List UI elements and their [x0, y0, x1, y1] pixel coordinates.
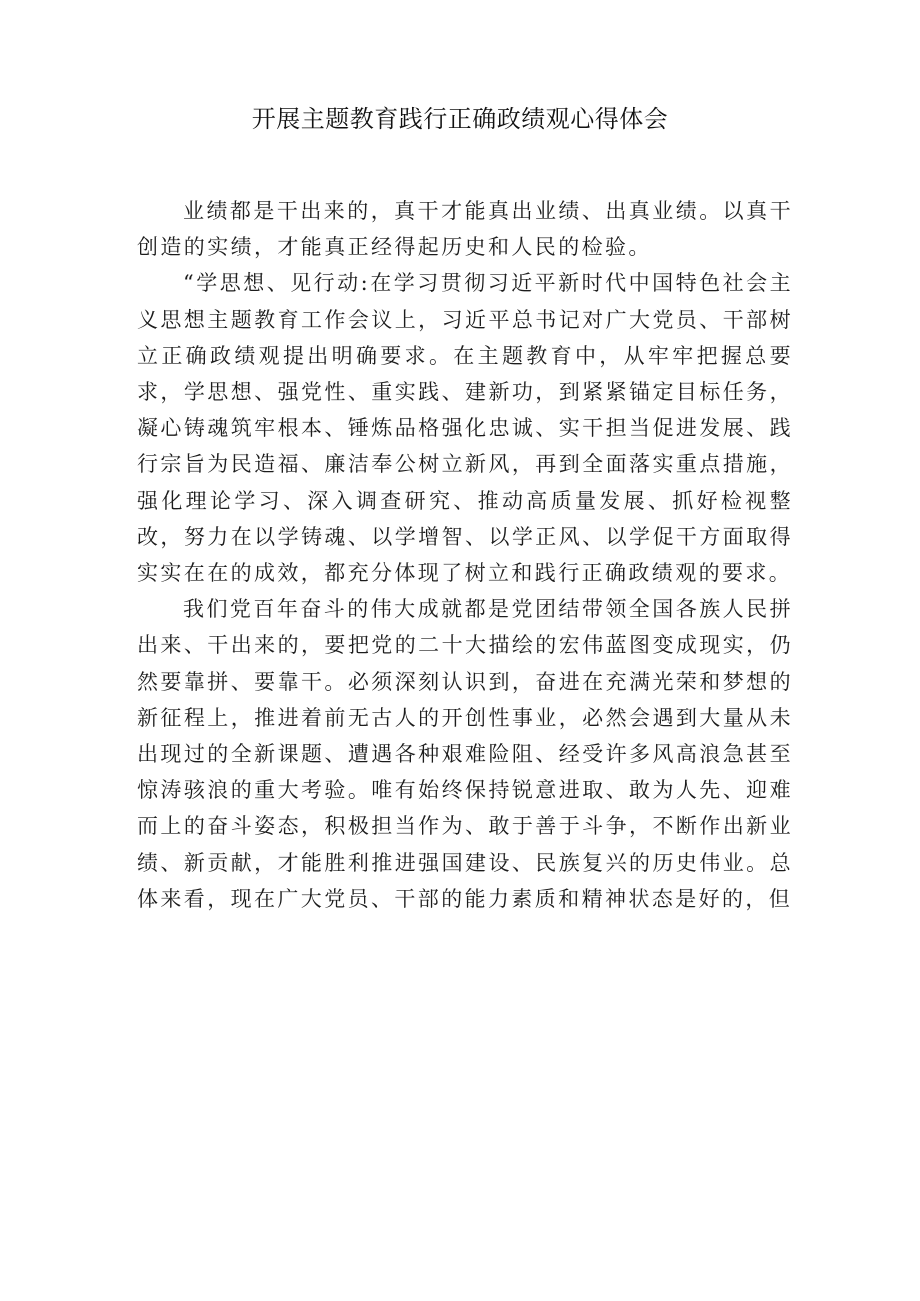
- paragraph-2: “学思想、见行动:在学习贯彻习近平新时代中国特色社会主义思想主题教育工作会议上，习近平总书记对广大党员、干部树立正确政绩观提出明确要求。在主题教育中，从牢牢把握总要求，学思想、强党性、重实践、建新功，到紧紧锚定目标任务，凝心铸魂筑牢根本、锤炼品格强化忠诚、实干担当促进发展、践行宗旨为民造福、廉洁奉公树立新风，再到全面落实重点措施，强化理论学习、深入调查研究、推动高质量发展、抓好检视整改，努力在以学铸魂、以学增智、以学正风、以学促干方面取得实实在在的成效，都充分体现了树立和践行正确政绩观的要求。: [137, 271, 793, 586]
- document-title: 开展主题教育践行正确政绩观心得体会: [251, 105, 669, 133]
- document-body: [137, 193, 793, 917]
- paragraph-1: 业绩都是干出来的，真干才能真出业绩、出真业绩。以真干创造的实绩，才能真正经得起历史和人民的检验。: [137, 199, 793, 260]
- paragraph-3: 我们党百年奋斗的伟大成就都是党团结带领全国各族人民拼出来、干出来的，要把党的二十大描绘的宏伟蓝图变成现实，仍然要靠拼、要靠干。必须深刻认识到，奋进在充满光荣和梦想的新征程上，推进着前无古人的开创性事业，必然会遇到大量从未出现过的全新课题、遭遇各种艰难险阻、经受许多风高浪急甚至惊涛骇浪的重大考验。唯有始终保持锐意进取、敢为人先、迎难而上的奋斗姿态，积极担当作为、敢于善于斗争，不断作出新业绩、新贡献，才能胜利推进强国建设、民族复兴的历史伟业。总体来看，现在广大党员、干部的能力素质和精神状态是好的，但: [137, 597, 793, 911]
